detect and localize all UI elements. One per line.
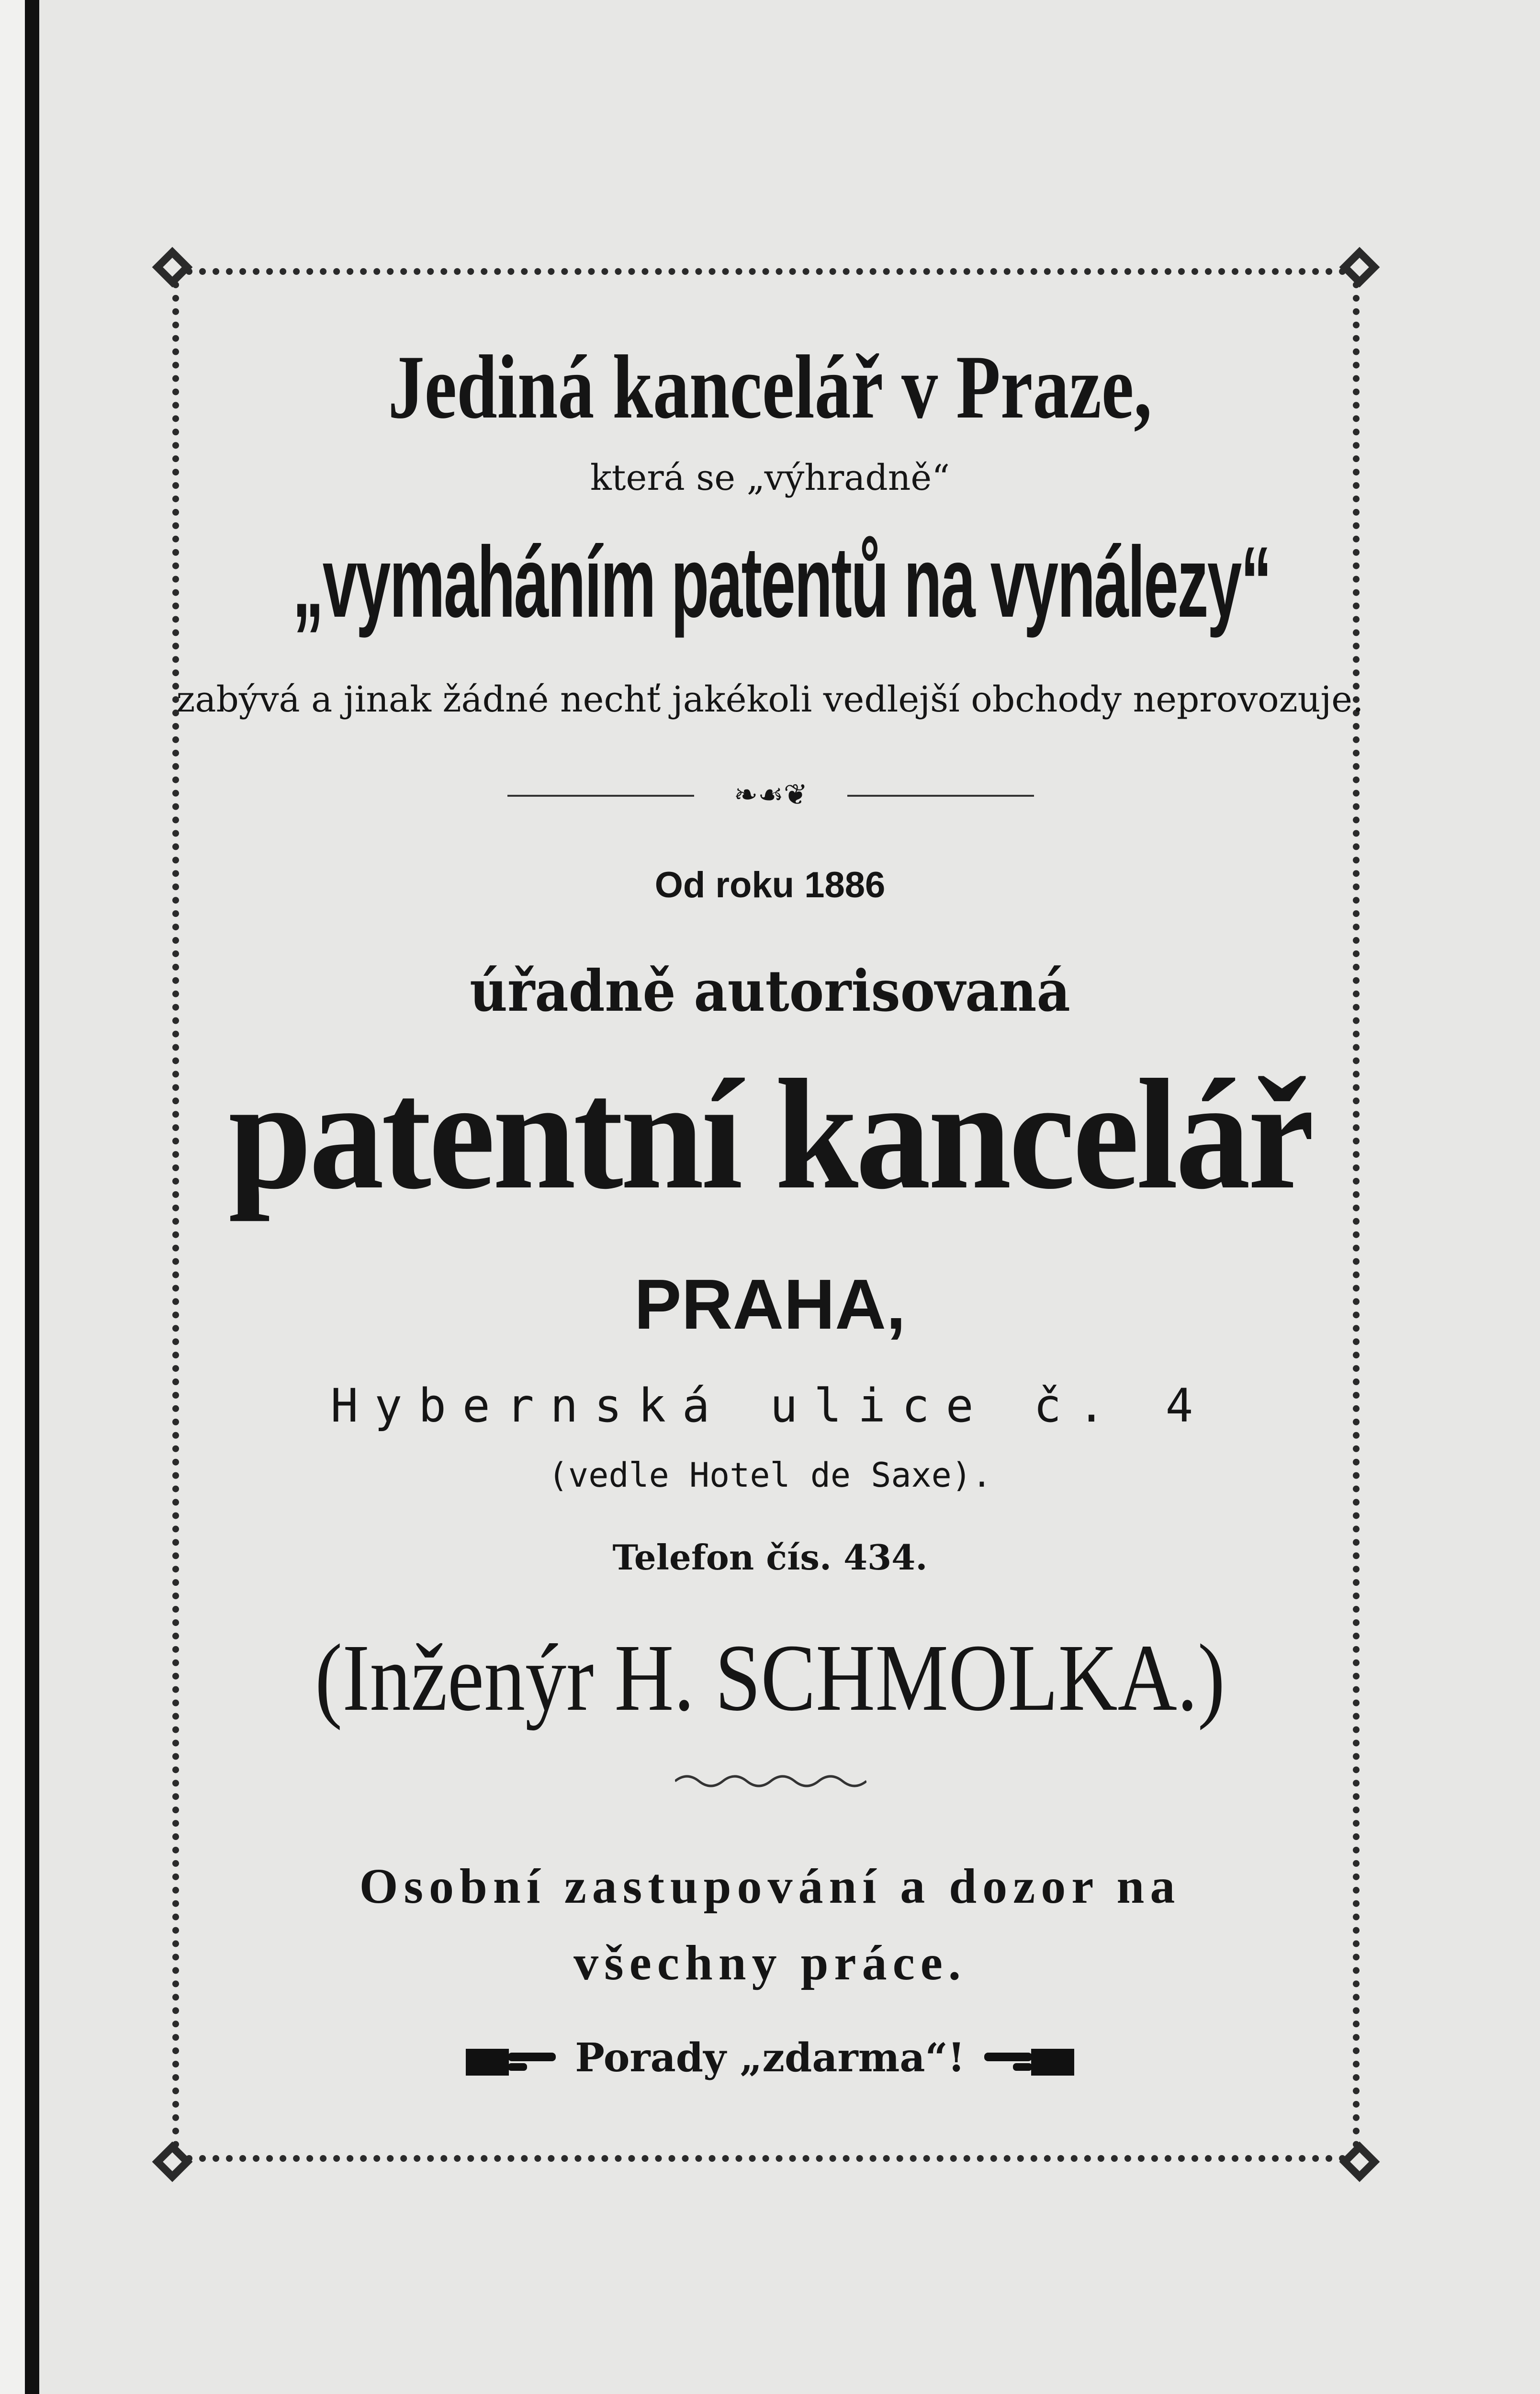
city: PRAHA, bbox=[634, 1265, 906, 1344]
services-line-2: všechny práce. bbox=[573, 1935, 967, 1990]
office-name: patentní kancelář bbox=[228, 1047, 1312, 1222]
telephone: Telefon čís. 434. bbox=[612, 1537, 928, 1578]
since-year: Od roku 1886 bbox=[654, 865, 886, 905]
engineer-name: (Inženýr H. SCHMOLKA.) bbox=[315, 1625, 1225, 1731]
description: zabývá a jinak žádné nechť jakékoli vedlejší obchody neprovozuje. bbox=[176, 679, 1364, 720]
street-address: Hybernská ulice č. 4 bbox=[330, 1379, 1210, 1433]
feature-line: „vymaháním patentů na vynálezy“ bbox=[292, 526, 1271, 638]
pointing-hand-right-icon bbox=[466, 2035, 562, 2081]
free-advice bbox=[0, 2035, 1540, 2081]
divider-ornament: ❧☙❦ bbox=[694, 776, 847, 814]
wave-ornament bbox=[675, 1772, 866, 1791]
pointing-hand-left-icon bbox=[978, 2035, 1074, 2081]
services-line-1: Osobní zastupování a dozor na bbox=[359, 1859, 1181, 1914]
landmark-note: (vedle Hotel de Saxe). bbox=[548, 1456, 992, 1495]
authorised-label: úřadně autorisovaná bbox=[470, 958, 1070, 1024]
heading: Jediná kancelář v Praze, bbox=[388, 337, 1152, 438]
subheading: která se „výhradně“ bbox=[590, 457, 950, 498]
free-advice-text: Porady „zdarma“! bbox=[575, 2035, 965, 2081]
